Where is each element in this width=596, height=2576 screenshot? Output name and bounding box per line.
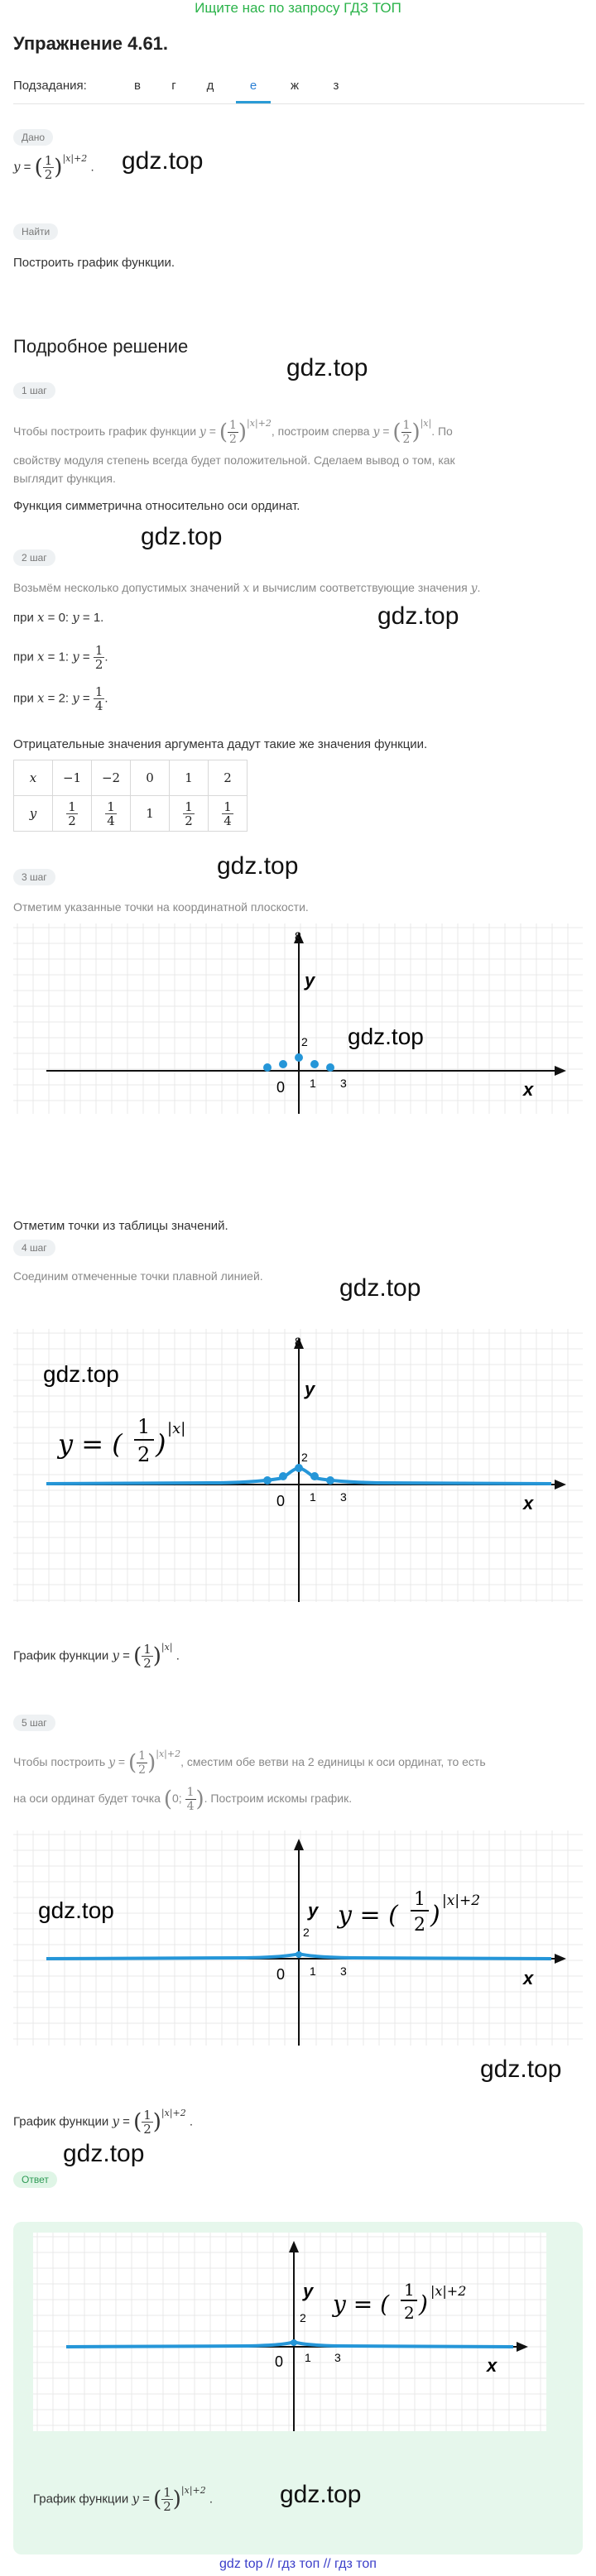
formula-exp: |x|+2 <box>430 2283 467 2299</box>
label-0: 0 <box>276 1493 286 1509</box>
step-chip-5: 5 шаг <box>13 1715 55 1731</box>
formula-den: 2 <box>404 2303 415 2323</box>
watermark: gdz.top <box>122 147 204 175</box>
graph-curve <box>13 1329 583 1602</box>
point-0-quarter <box>291 2339 297 2346</box>
given-chip: Дано <box>13 129 53 146</box>
formula-den: 2 <box>137 1443 151 1466</box>
step-chip-3: 3 шаг <box>13 869 55 885</box>
step3-text: Отметим указанные точки на координатной плоскости. <box>13 900 309 914</box>
formula-close: ) <box>430 1901 440 1930</box>
point-m2-quarter <box>263 1476 272 1485</box>
watermark: gdz.top <box>377 602 459 630</box>
point-2-quarter <box>326 1063 334 1072</box>
x-axis-arrow <box>555 1954 566 1964</box>
x-label: x <box>487 2355 497 2376</box>
pri-word: при <box>13 611 34 625</box>
label-0: 0 <box>276 1966 286 1983</box>
values-table <box>13 760 248 832</box>
formula-exp: |x| <box>167 1420 186 1437</box>
label-3: 3 <box>340 1077 347 1090</box>
step5-line2: на оси ординат будет точка (0; $\frac{1}{4}$ ). Построим искомы график. <box>13 1786 353 1813</box>
table-head-x: x <box>14 760 53 796</box>
label-2: 2 <box>303 1926 310 1939</box>
watermark: gdz.top <box>217 852 299 880</box>
point-2-quarter <box>326 1476 334 1485</box>
step-chip-1: 1 шаг <box>13 382 55 399</box>
table-cell: $\frac{1}{4}$ <box>92 796 131 832</box>
tab-z[interactable]: з <box>333 79 339 93</box>
watermark: gdz.top <box>63 2140 145 2167</box>
point-0-1 <box>295 1053 303 1062</box>
answer-chip: Ответ <box>13 2171 57 2188</box>
x-label: x <box>523 1079 534 1100</box>
step-chip-2: 2 шаг <box>13 549 55 566</box>
formula-close: ) <box>419 2291 428 2318</box>
solution-title: Подробное решение <box>13 336 189 357</box>
pri-word: при <box>13 691 34 706</box>
find-chip: Найти <box>13 223 58 240</box>
graph-caption-text: График функции <box>13 2114 109 2129</box>
step1-text-b: , построим сперва <box>271 425 370 439</box>
label-2: 2 <box>301 1451 308 1464</box>
step4-text: Соединим отмеченные точки плавной линией. <box>13 1269 263 1283</box>
step2-text-b: и вычислим соответствующие значения <box>252 581 468 594</box>
y-label: y <box>305 1379 315 1399</box>
label-0: 0 <box>275 2353 284 2370</box>
formula-num: 1 <box>404 2280 415 2300</box>
x-axis-arrow <box>555 1480 566 1489</box>
tabs-divider <box>13 103 584 104</box>
exercise-title: Упражнение 4.61. <box>13 33 169 54</box>
graph3-caption: График функции y = ( $\frac{1}{2}$ )$^{|x|+2}$ . <box>13 2108 194 2137</box>
watermark: gdz.top <box>348 1024 424 1049</box>
answer-caption: График функции y = ( $\frac{1}{2}$ )$^{|x|+2}$ . <box>33 2485 214 2514</box>
step1-line2: свойству модуля степень всегда будет положительной. Сделаем вывод о том, как <box>13 453 455 467</box>
table-cell: 2 <box>209 760 248 796</box>
label-1: 1 <box>310 1077 316 1090</box>
label-1: 1 <box>310 1490 316 1504</box>
step5-text-d: . Построим искомы график. <box>204 1792 353 1806</box>
step1-text-c: . По <box>431 425 453 439</box>
formula-y: y = ( <box>333 2291 390 2318</box>
watermark: gdz.top <box>339 1274 421 1302</box>
value-x0: при x = 0: y = 1. <box>13 610 104 625</box>
table-cell: 1 <box>131 796 170 832</box>
watermark: gdz.top <box>43 1361 119 1387</box>
step2-text-a: Возьмём несколько допустимых значений <box>13 581 240 594</box>
label-2: 2 <box>301 1035 308 1048</box>
table-cell: $\frac{1}{2}$ <box>170 796 209 832</box>
watermark: gdz.top <box>480 2056 562 2083</box>
formula-close: ) <box>156 1428 166 1460</box>
formula-num: 1 <box>137 1415 151 1438</box>
table-head-y: y <box>14 796 53 832</box>
point-1-half <box>310 1060 319 1068</box>
graph2-caption: График функции y = ( $\frac{1}{2}$ )$^{|x|}$ . <box>13 1642 180 1671</box>
task-text: Построить график функции. <box>13 256 175 270</box>
step5-text-c: на оси ординат будет точка <box>13 1792 161 1806</box>
graph-answer <box>33 2233 546 2431</box>
x-label: x <box>523 1968 534 1988</box>
graph-shifted <box>13 1830 583 2046</box>
y-axis-arrow <box>294 1839 304 1850</box>
step5-line1: Чтобы построить y = ( $\frac{1}{2}$ )$^{|x|+2}$, сместим обе ветви на 2 единицы к оси ординат, то есть <box>13 1749 486 1777</box>
point-0-1 <box>295 1464 303 1472</box>
value-x2: при x = 2: y = $\frac{1}{4}$ . <box>13 684 108 713</box>
step1-line1: Чтобы построить график функции y = ( $\frac{1}{2}$ )$^{|x|+2}$, построим сперва y = ( $\frac{1}{2}$ )$^{|x|}$. По <box>13 418 453 446</box>
formula-exp: |x|+2 <box>442 1892 481 1909</box>
graph-points <box>13 923 583 1114</box>
tab-d[interactable]: д <box>206 79 214 93</box>
watermark: gdz.top <box>286 354 368 381</box>
step2-line1: Возьмём несколько допустимых значений x и вычислим соответствующие значения y. <box>13 581 481 595</box>
formula-num: 1 <box>414 1889 425 1910</box>
step1-text-a: Чтобы построить график функции <box>13 425 197 439</box>
step1-conclusion: Функция симметрична относительно оси ординат. <box>13 499 300 513</box>
y-label: y <box>305 970 315 991</box>
label-8: 8 <box>295 1335 301 1348</box>
point-m2-quarter <box>263 1063 272 1072</box>
table-cell: $\frac{1}{4}$ <box>209 796 248 832</box>
after-graph1-text: Отметим точки из таблицы значений. <box>13 1219 228 1233</box>
tab-v[interactable]: в <box>134 79 141 93</box>
tab-g[interactable]: г <box>171 79 176 93</box>
step5-text-b: , сместим обе ветви на 2 единицы к оси ординат, то есть <box>180 1755 486 1769</box>
point-0-quarter <box>296 1951 302 1958</box>
y-label: y <box>303 2281 314 2301</box>
pri-word: при <box>13 650 34 664</box>
formula-den: 2 <box>414 1915 425 1936</box>
x-label: x <box>523 1493 534 1513</box>
y-label: y <box>308 1900 319 1921</box>
graph-caption-text: График функции <box>33 2492 129 2506</box>
step1-line3: выглядит функция. <box>13 472 116 485</box>
table-cell: 0 <box>131 760 170 796</box>
tab-e[interactable]: е <box>249 79 257 93</box>
watermark: gdz.top <box>38 1897 114 1923</box>
top-banner[interactable]: Ищите нас по запросу ГДЗ ТОП <box>195 0 401 16</box>
footer-links[interactable]: gdz top // гдз топ // гдз топ <box>219 2557 377 2571</box>
step5-text-a: Чтобы построить <box>13 1755 106 1769</box>
table-cell: $\frac{1}{2}$ <box>53 796 92 832</box>
active-tab-underline <box>236 101 271 103</box>
graph-caption-text: График функции <box>13 1648 109 1663</box>
formula-y: y = ( <box>338 1901 398 1930</box>
label-3: 3 <box>340 1490 347 1504</box>
subtasks-label: Подзадания: <box>13 79 87 93</box>
table-cell: 1 <box>170 760 209 796</box>
point-m1-half <box>279 1060 287 1068</box>
label-1: 1 <box>305 2351 311 2364</box>
label-1: 1 <box>310 1964 316 1978</box>
watermark: gdz.top <box>141 523 223 550</box>
label-0: 0 <box>276 1079 286 1096</box>
step-chip-4: 4 шаг <box>13 1240 55 1256</box>
label-2: 2 <box>300 2311 306 2324</box>
label-3: 3 <box>340 1964 347 1978</box>
table-cell: −1 <box>53 760 92 796</box>
watermark: gdz.top <box>280 2481 362 2508</box>
subtasks-nav <box>13 74 584 108</box>
point-m1-half <box>279 1472 287 1480</box>
x-axis-arrow <box>555 1066 566 1076</box>
answer-graph-bg <box>33 2233 546 2431</box>
formula-y: y = ( <box>58 1428 123 1460</box>
tab-zh[interactable]: ж <box>290 79 300 93</box>
point-1-half <box>310 1472 319 1480</box>
label-3: 3 <box>334 2351 341 2364</box>
step2-conclusion: Отрицательные значения аргумента дадут такие же значения функции. <box>13 737 428 751</box>
table-cell: −2 <box>92 760 131 796</box>
label-8: 8 <box>295 929 301 943</box>
given-formula: y = ( $\frac{1}{2}$ )$^{|x|+2}$ . <box>13 153 94 182</box>
value-x1: при x = 1: y = $\frac{1}{2}$ . <box>13 643 108 672</box>
